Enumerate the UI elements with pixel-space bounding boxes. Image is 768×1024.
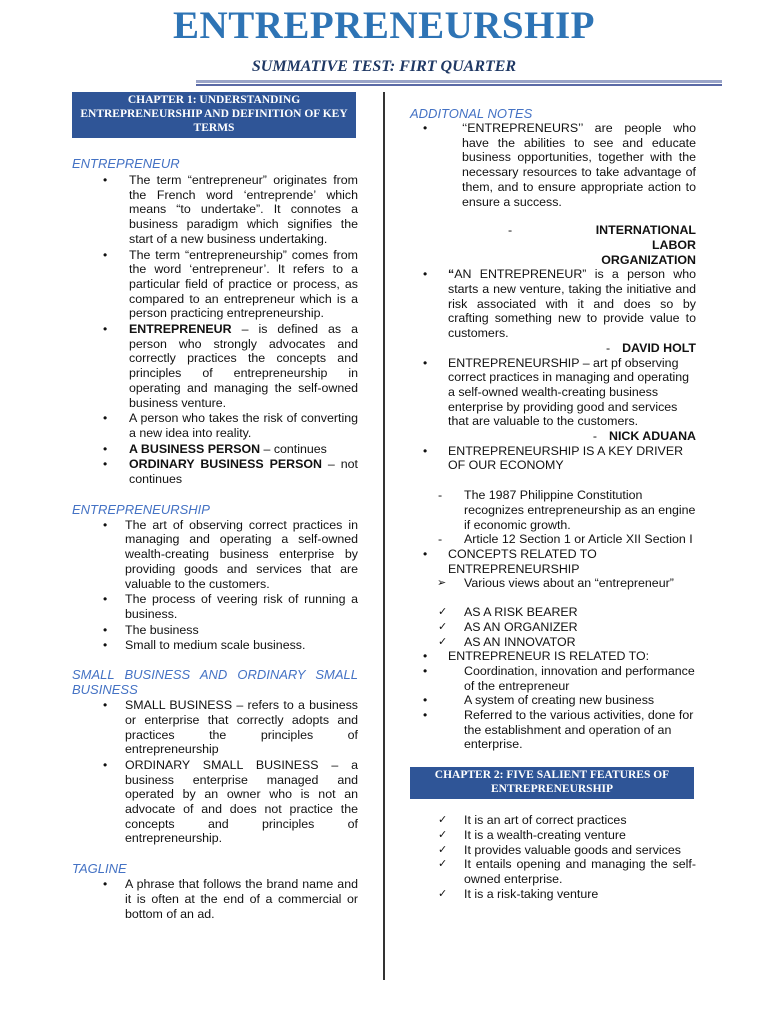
- header-rule-top: [196, 80, 722, 83]
- list-item: - The 1987 Philippine Constitution recognizes entrepreneurship as an engine if economic growth.: [410, 488, 696, 532]
- left-column: [72, 92, 358, 921]
- list-item: • The process of veering risk of running a business.: [72, 592, 358, 621]
- column-divider: [383, 92, 385, 980]
- list-item: • Referred to the various activities, done for the establishment and operation of an enterprise.: [410, 708, 696, 752]
- list-item: ✓ It entails opening and managing the self-owned enterprise.: [410, 857, 696, 886]
- list-item: ✓ It is a wealth-creating venture: [410, 828, 696, 843]
- list-item: ✓ AS AN INNOVATOR: [410, 635, 696, 650]
- concepts-list: [410, 547, 696, 576]
- list-item: • SMALL BUSINESS – refers to a business or enterprise that correctly adopts and practices the principles of entrepreneurship: [72, 698, 358, 757]
- list-item: • ‘‘ENTREPRENEURS’’ are people who have the abilities to see and educate business opportunities, together with the necessary resources to take advantage of them, and to ensure appropriate action to ensure a success.: [410, 121, 696, 209]
- list-item: ➢ Various views about an “entrepreneur”: [410, 576, 696, 591]
- features-list: [410, 813, 696, 901]
- header-rule-bottom: [196, 84, 722, 86]
- small-business-list: [72, 698, 358, 846]
- list-item: • A BUSINESS PERSON – continues: [72, 442, 358, 457]
- list-item: • The term “entrepreneurship” comes from the word ‘entrepreneur’. It refers to a particular field of practice or process, as compared to an entrepreneur which is a person practicing entrepreneurship.: [72, 248, 358, 322]
- right-column: [410, 106, 696, 901]
- views-check-list: [410, 605, 696, 649]
- list-item: ✓ AS AN ORGANIZER: [410, 620, 696, 635]
- additional-notes-heading: ADDITONAL NOTES: [410, 106, 533, 121]
- entrepreneur-list: [72, 173, 358, 487]
- aduana-list: [410, 444, 696, 473]
- additional-notes-list: [410, 121, 696, 209]
- list-item: • The business: [72, 623, 358, 638]
- small-business-heading: SMALL BUSINESS AND ORDINARY SMALL BUSINESS: [72, 667, 358, 698]
- list-item: • Coordination, innovation and performance of the entrepreneur: [410, 664, 696, 693]
- entrepreneur-heading: ENTREPRENEUR: [72, 156, 180, 171]
- list-item: • A phrase that follows the brand name and it is often at the end of a commercial or bottom of an ad.: [72, 877, 358, 921]
- list-item: • ENTREPRENEUR – is defined as a person who strongly advocates and correctly practices the concepts and principles of entrepreneurship in operating and managing the self-owned business venture.: [72, 322, 358, 410]
- list-item: • ENTREPRENEURSHIP – art pf observing correct practices in managing and operating a self-owned wealth-creating business enterprise by providing good and services that are valuable to the customers.: [410, 356, 696, 430]
- list-item: • The art of observing correct practices in managing and operating a self-owned wealth-creating business enterprise by providing goods and services that are valuable to the customers.: [72, 518, 358, 592]
- list-item: • ENTREPRENEUR IS RELATED TO:: [410, 649, 696, 664]
- page-subtitle: SUMMATIVE TEST: FIRT QUARTER: [251, 58, 517, 75]
- related-list: [410, 649, 696, 664]
- list-item: • Small to medium scale business.: [72, 638, 358, 653]
- list-item: • ORDINARY BUSINESS PERSON – not continues: [72, 457, 358, 486]
- list-item: • “AN ENTREPRENEUR” is a person who starts a new venture, taking the initiative and risk associated with it and does so by crafting something new to provide value to customers.: [410, 267, 696, 341]
- chapter-2-banner: CHAPTER 2: FIVE SALIENT FEATURES OF ENTREPRENEURSHIP: [410, 767, 694, 799]
- author-ilo: - INTERNATIONAL LABOR ORGANIZATION: [508, 223, 696, 267]
- list-item: ✓ AS A RISK BEARER: [410, 605, 696, 620]
- holt-list: [410, 356, 696, 430]
- ilo-list: [410, 267, 696, 341]
- list-item: - Article 12 Section 1 or Article XII Section I: [410, 532, 696, 547]
- author-holt: - DAVID HOLT: [605, 340, 696, 355]
- list-item: ✓ It is an art of correct practices: [410, 813, 696, 828]
- list-item: • ENTREPRENEURSHIP IS A KEY DRIVER OF OUR ECONOMY: [410, 444, 696, 473]
- list-item: • The term “entrepreneur” originates from the French word ‘entreprende’ which means “to undertake”. It connotes a business paradigm which signifies the start of a new business undertaking.: [72, 173, 358, 247]
- author-aduana: - NICK ADUANA: [592, 429, 696, 444]
- chapter-1-banner: CHAPTER 1: UNDERSTANDING ENTREPRENEURSHIP AND DEFINITION OF KEY TERMS: [72, 92, 356, 138]
- entrepreneurship-heading: ENTREPRENEURSHIP: [72, 501, 210, 517]
- tagline-heading: TAGLINE: [72, 861, 127, 877]
- page-title: ENTREPRENEURSHIP: [173, 4, 595, 47]
- list-item: • A system of creating new business: [410, 693, 696, 708]
- list-item: • ORDINARY SMALL BUSINESS – a business enterprise managed and operated by an owner who is not an advocate of and does not practice the concepts and principles of entrepreneurship.: [72, 758, 358, 846]
- related-sub-list: [410, 664, 696, 752]
- views-list: [410, 576, 696, 591]
- list-item: • CONCEPTS RELATED TO ENTREPRENEURSHIP: [410, 547, 696, 576]
- economy-dash-list: [410, 488, 696, 547]
- tagline-list: [72, 877, 358, 921]
- list-item: • A person who takes the risk of converting a new idea into reality.: [72, 411, 358, 440]
- list-item: ✓ It provides valuable goods and services: [410, 843, 696, 858]
- entrepreneurship-list: [72, 518, 358, 653]
- list-item: ✓ It is a risk-taking venture: [410, 887, 696, 902]
